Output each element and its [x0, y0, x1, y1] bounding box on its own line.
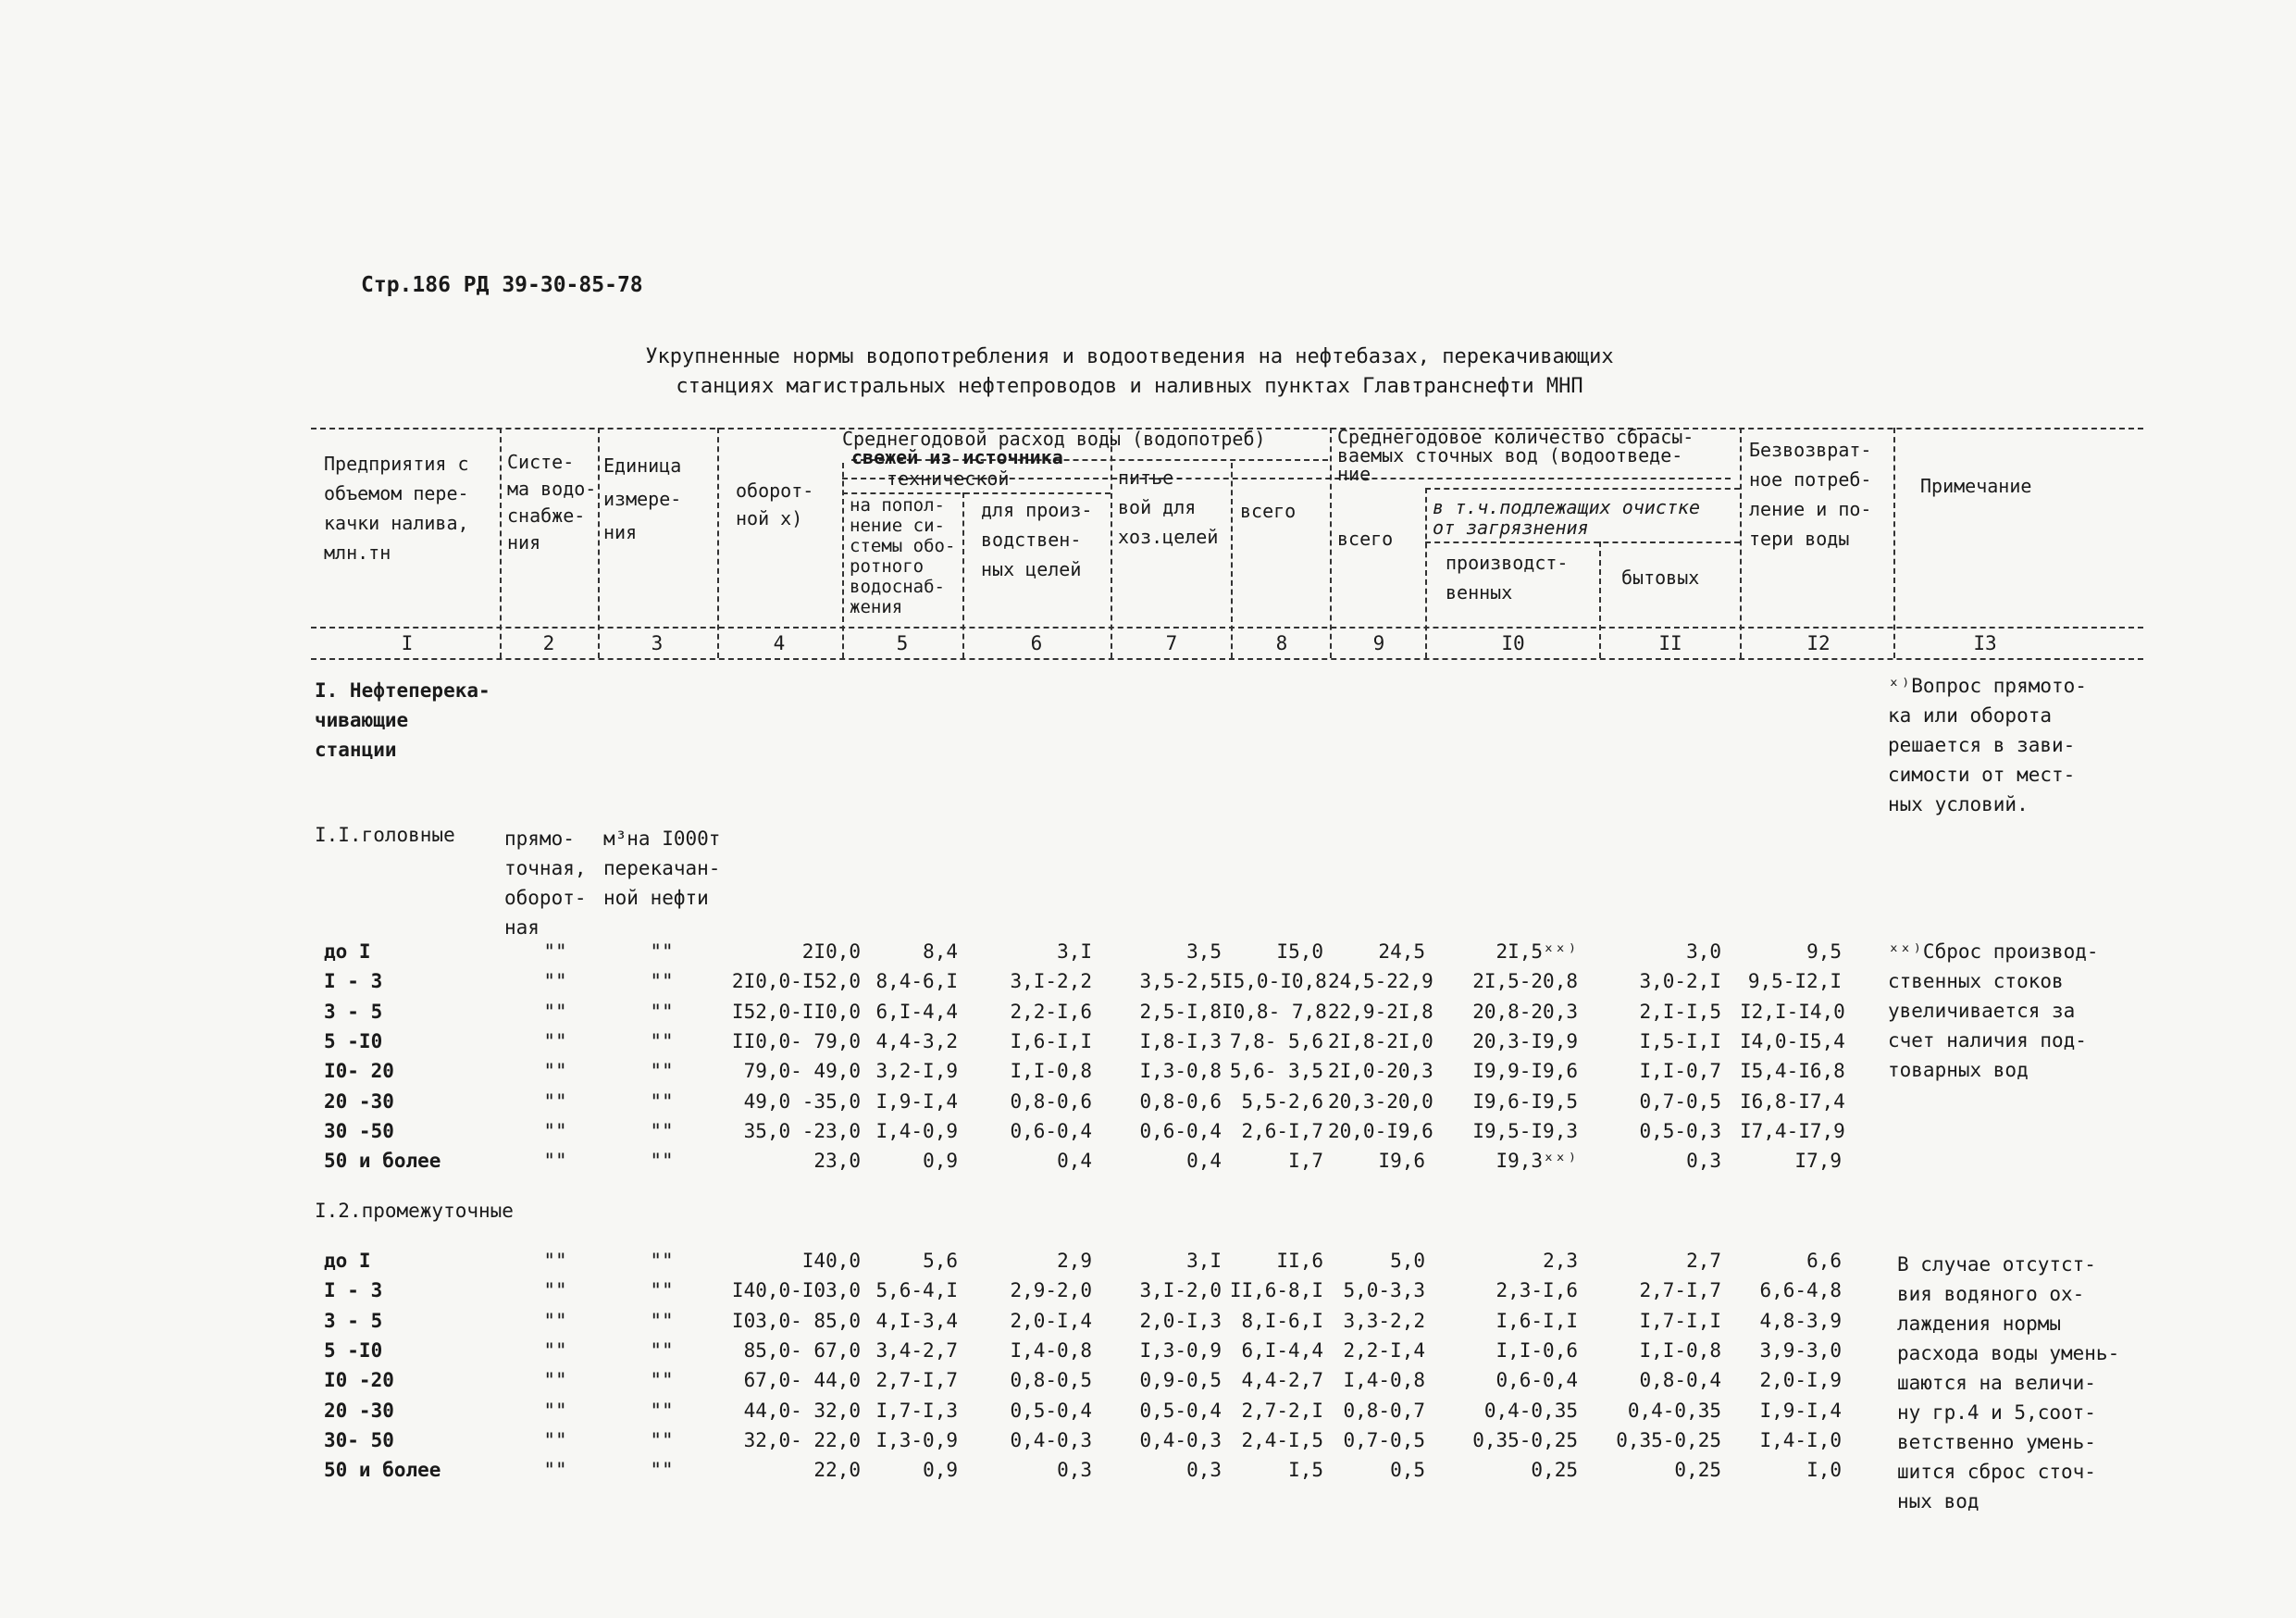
footnote-wastewater: ˣˣ⁾Сброс производ- ственных стоков увеличивается за счет наличия под- товарных вод [1888, 940, 2099, 1081]
table-cell: 0,4-0,35 [1483, 1399, 1578, 1422]
table-cell: 2I,5ˣˣ⁾ [1496, 940, 1578, 963]
table-cell: I,3-0,9 [875, 1428, 958, 1451]
ditto-mark: "" [543, 1060, 567, 1083]
subsection-intermediate-stations: I.2.промежуточные [315, 1200, 514, 1222]
ditto-mark: "" [543, 970, 567, 993]
table-cell: 0,25 [1531, 1459, 1578, 1482]
table-cell: 0,35-0,25 [1616, 1428, 1721, 1451]
header-fresh-source: свежей из источника [851, 446, 1063, 468]
column-divider [842, 463, 844, 658]
ditto-mark: "" [650, 1399, 674, 1422]
table-cell: 3,I-2,0 [1139, 1279, 1222, 1302]
table-cell: 3,I [1186, 1250, 1222, 1272]
header-total-waste: всего [1337, 528, 1394, 550]
table-cell: 8,4-6,I [875, 970, 958, 993]
table-cell: I2,I-I4,0 [1740, 1000, 1845, 1023]
row-label: 30 -50 [324, 1119, 394, 1142]
table-cell: 0,4 [1057, 1150, 1092, 1173]
ditto-mark: "" [543, 1250, 567, 1272]
table-cell: 0,5-0,4 [1010, 1399, 1092, 1422]
ditto-mark: "" [650, 940, 674, 963]
header-bottom-border [311, 627, 2143, 629]
table-cell: 5,6-4,I [875, 1279, 958, 1302]
header-drinking: питье- вой для хоз.целей [1118, 467, 1219, 548]
header-losses: Безвозврат- ное потреб- ление и по- тери воды [1749, 439, 1872, 550]
ditto-mark: "" [543, 1459, 567, 1482]
table-cell: 0,9-0,5 [1139, 1369, 1222, 1392]
table-cell: 0,6-0,4 [1010, 1119, 1092, 1142]
ditto-mark: "" [650, 1369, 674, 1392]
table-cell: 67,0- 44,0 [743, 1369, 861, 1392]
table-cell: I,3-0,9 [1139, 1338, 1222, 1362]
row-label: до I [324, 940, 371, 963]
table-cell: 2,I-I,5 [1639, 1000, 1721, 1023]
table-cell: 6,6-4,8 [1759, 1279, 1842, 1302]
table-cell: 0,4-0,3 [1010, 1428, 1092, 1451]
header-note: Примечание [1920, 475, 2032, 497]
table-cell: 4,8-3,9 [1759, 1309, 1842, 1332]
header-replenish: на попол- нение си- стемы обо- ротного водоснаб- жения [850, 495, 956, 617]
table-cell: 5,0-3,3 [1343, 1279, 1425, 1302]
table-cell: I5,0 [1276, 940, 1323, 963]
header-household: бытовых [1621, 566, 1700, 589]
row-label: I0- 20 [324, 1060, 394, 1083]
table-cell: II0,0- 79,0 [731, 1029, 861, 1052]
column-number: II [1658, 632, 1682, 654]
table-cell: 2I0,0-I52,0 [731, 970, 861, 993]
page-header: Стр.186 РД 39-30-85-78 [361, 273, 643, 297]
ditto-mark: "" [650, 1459, 674, 1482]
table-cell: I,9-I,4 [875, 1089, 958, 1113]
table-cell: II,6 [1276, 1250, 1323, 1272]
table-cell: 2,7-2,I [1241, 1399, 1323, 1422]
header-treatment-subgroup: в т.ч.подлежащих очистке от загрязнения [1433, 496, 1700, 539]
row-label: 50 и более [324, 1150, 441, 1173]
table-cell: 20,3-20,0 [1328, 1089, 1433, 1113]
header-enterprise: Предприятия с объемом пере- качки налива, млн.тн [324, 453, 469, 564]
table-cell: 3,3-2,2 [1343, 1309, 1425, 1332]
table-cell: I,5 [1288, 1459, 1323, 1482]
table-cell: 3,I [1057, 940, 1092, 963]
column-number: 7 [1165, 632, 1178, 654]
column-number: 4 [773, 632, 786, 654]
header-unit: Единица измере- ния [603, 454, 682, 543]
subsection-system: прямо- точная, оборот- ная [504, 828, 587, 939]
ditto-mark: "" [650, 1000, 674, 1023]
column-divider [598, 428, 600, 658]
table-cell: 0,8-0,6 [1010, 1089, 1092, 1113]
table-cell: 6,6 [1806, 1250, 1842, 1272]
table-cell: 4,4-2,7 [1241, 1369, 1323, 1392]
ditto-mark: "" [543, 1029, 567, 1052]
ditto-mark: "" [543, 1279, 567, 1302]
row-label: I - 3 [324, 1279, 383, 1302]
table-cell: I,6-I,I [1010, 1029, 1092, 1052]
ditto-mark: "" [650, 1150, 674, 1173]
ditto-mark: "" [543, 1309, 567, 1332]
table-cell: 2,0-I,4 [1010, 1309, 1092, 1332]
header-technical: технической [887, 467, 1010, 490]
column-number: 6 [1030, 632, 1043, 654]
table-cell: II,6-8,I [1229, 1279, 1323, 1302]
row-label: 50 и более [324, 1459, 441, 1482]
table-cell: 2,7-I,7 [1639, 1279, 1721, 1302]
table-cell: 2,9-2,0 [1010, 1279, 1092, 1302]
footnote-circulation: ˣ⁾Вопрос прямото- ка или оборота решается в зави- симости от мест- ных условий. [1888, 675, 2087, 815]
table-cell: 3,0 [1686, 940, 1721, 963]
ditto-mark: "" [543, 940, 567, 963]
subsection-unit: м³на I000т перекачан- ной нефти [603, 828, 721, 909]
header-divider [842, 492, 1111, 494]
table-cell: 2I0,0 [801, 940, 861, 963]
table-cell: I,6-I,I [1496, 1309, 1578, 1332]
table-cell: 2I,8-2I,0 [1328, 1029, 1433, 1052]
table-cell: 2,4-I,5 [1241, 1428, 1323, 1451]
table-cell: 3,5-2,5 [1139, 970, 1222, 993]
column-number: 9 [1372, 632, 1385, 654]
table-cell: I,4-0,8 [1010, 1338, 1092, 1362]
ditto-mark: "" [543, 1399, 567, 1422]
table-cell: 0,5-0,4 [1139, 1399, 1222, 1422]
table-title-line-2: станциях магистральных нефтепроводов и наливных пунктах Главтранснефти МНП [676, 375, 1583, 398]
table-cell: 0,4-0,35 [1627, 1399, 1721, 1422]
table-cell: 4,4-3,2 [875, 1029, 958, 1052]
table-cell: 5,6- 3,5 [1229, 1060, 1323, 1083]
table-cell: 2,5-I,8 [1139, 1000, 1222, 1023]
column-number: I0 [1501, 632, 1525, 654]
ditto-mark: "" [543, 1369, 567, 1392]
table-cell: 24,5-22,9 [1328, 970, 1433, 993]
column-number: I [401, 632, 414, 654]
header-production-waste: производст- венных [1446, 552, 1569, 604]
header-circulating: оборот- ной х) [736, 479, 814, 529]
row-label: I0 -20 [324, 1369, 394, 1392]
table-cell: 2,3 [1543, 1250, 1578, 1272]
ditto-mark: "" [650, 1060, 674, 1083]
table-cell: I,I-0,7 [1639, 1060, 1721, 1083]
table-cell: 32,0- 22,0 [743, 1428, 861, 1451]
table-cell: 0,4 [1186, 1150, 1222, 1173]
table-cell: I9,6-I9,5 [1472, 1089, 1578, 1113]
table-cell: 0,7-0,5 [1343, 1428, 1425, 1451]
subsection-head-stations: I.I.головные [315, 824, 455, 846]
table-cell: 23,0 [813, 1150, 861, 1173]
table-cell: 9,5-I2,I [1747, 970, 1842, 993]
ditto-mark: "" [650, 970, 674, 993]
table-cell: I,I-0,6 [1496, 1338, 1578, 1362]
section-title: I. Нефтеперека- чивающие станции [315, 679, 490, 761]
table-cell: 6,I-4,4 [875, 1000, 958, 1023]
table-cell: 0,5-0,3 [1639, 1119, 1721, 1142]
ditto-mark: "" [650, 1309, 674, 1332]
ditto-mark: "" [650, 1428, 674, 1451]
ditto-mark: "" [650, 1250, 674, 1272]
table-cell: 22,0 [813, 1459, 861, 1482]
row-label: 20 -30 [324, 1399, 394, 1422]
table-cell: 2I,5-20,8 [1472, 970, 1578, 993]
table-cell: 9,5 [1806, 940, 1842, 963]
row-label: 5 -I0 [324, 1338, 383, 1362]
table-cell: 79,0- 49,0 [743, 1060, 861, 1083]
table-cell: 0,3 [1186, 1459, 1222, 1482]
table-cell: I9,9-I9,6 [1472, 1060, 1578, 1083]
column-divider [1893, 428, 1895, 658]
header-divider [1425, 541, 1740, 543]
table-cell: I,9-I,4 [1759, 1399, 1842, 1422]
column-divider [1425, 488, 1427, 658]
table-cell: I9,3ˣˣ⁾ [1496, 1150, 1578, 1173]
table-cell: I7,4-I7,9 [1740, 1119, 1845, 1142]
row-label: 30- 50 [324, 1428, 394, 1451]
header-waste-group: Среднегодовое количество сбрасы- ваемых сточных вод (водоотведе- ние [1337, 426, 1694, 485]
table-cell: 6,I-4,4 [1241, 1338, 1323, 1362]
table-cell: 20,8-20,3 [1472, 1000, 1578, 1023]
column-divider [1599, 541, 1601, 658]
table-cell: 8,4 [923, 940, 958, 963]
table-cell: I,I-0,8 [1010, 1060, 1092, 1083]
column-divider [717, 428, 719, 658]
table-cell: I4,0-I5,4 [1740, 1029, 1845, 1052]
row-label: 20 -30 [324, 1089, 394, 1113]
ditto-mark: "" [650, 1279, 674, 1302]
ditto-mark: "" [650, 1338, 674, 1362]
table-cell: 5,0 [1390, 1250, 1425, 1272]
header-fresh-group: Среднегодовой расход воды (водопотреб) [842, 428, 1266, 450]
table-cell: I40,0-I03,0 [731, 1279, 861, 1302]
column-number: 8 [1275, 632, 1288, 654]
table-cell: 2I,0-20,3 [1328, 1060, 1433, 1083]
ditto-mark: "" [543, 1150, 567, 1173]
table-cell: 0,3 [1686, 1150, 1721, 1173]
table-cell: 2,7-I,7 [875, 1369, 958, 1392]
table-cell: 3,9-3,0 [1759, 1338, 1842, 1362]
table-cell: 0,6-0,4 [1139, 1119, 1222, 1142]
table-cell: I9,5-I9,3 [1472, 1119, 1578, 1142]
ditto-mark: "" [650, 1089, 674, 1113]
column-number: I3 [1973, 632, 1997, 654]
table-cell: I7,9 [1794, 1150, 1842, 1173]
ditto-mark: "" [543, 1119, 567, 1142]
table-cell: 2,6-I,7 [1241, 1119, 1323, 1142]
table-cell: 0,35-0,25 [1472, 1428, 1578, 1451]
table-cell: I,0 [1806, 1459, 1842, 1482]
table-cell: 3,5 [1186, 940, 1222, 963]
column-divider [1111, 428, 1112, 658]
header-divider [1425, 488, 1740, 490]
table-cell: I9,6 [1378, 1150, 1425, 1173]
table-cell: I,7-I,I [1639, 1309, 1721, 1332]
numbers-bottom-border [311, 658, 2143, 660]
table-cell: 3,2-I,9 [875, 1060, 958, 1083]
table-cell: 20,0-I9,6 [1328, 1119, 1433, 1142]
table-cell: I,3-0,8 [1139, 1060, 1222, 1083]
row-label: 3 - 5 [324, 1309, 383, 1332]
header-system: Систе- ма водо- снабже- ния [507, 451, 597, 554]
table-cell: 2,7 [1686, 1250, 1721, 1272]
table-cell: 44,0- 32,0 [743, 1399, 861, 1422]
table-title-line-1: Укрупненные нормы водопотребления и водоотведения на нефтебазах, перекачивающих [645, 345, 1614, 368]
column-number: 2 [542, 632, 555, 654]
ditto-mark: "" [543, 1338, 567, 1362]
table-cell: 2,2-I,4 [1343, 1338, 1425, 1362]
table-cell: 3,4-2,7 [875, 1338, 958, 1362]
header-production-use: для произ- водствен- ных целей [981, 499, 1093, 580]
table-cell: 0,8-0,7 [1343, 1399, 1425, 1422]
table-cell: I,8-I,3 [1139, 1029, 1222, 1052]
table-cell: I,5-I,I [1639, 1029, 1721, 1052]
table-cell: 0,4-0,3 [1139, 1428, 1222, 1451]
table-cell: 0,25 [1674, 1459, 1721, 1482]
ditto-mark: "" [543, 1428, 567, 1451]
table-cell: I,4-0,9 [875, 1119, 958, 1142]
table-cell: I52,0-II0,0 [731, 1000, 861, 1023]
table-cell: I03,0- 85,0 [731, 1309, 861, 1332]
table-cell: 0,9 [923, 1150, 958, 1173]
table-cell: I5,4-I6,8 [1740, 1060, 1845, 1083]
column-divider [962, 492, 964, 658]
table-cell: 0,6-0,4 [1496, 1369, 1578, 1392]
table-cell: 3,I-2,2 [1010, 970, 1092, 993]
table-cell: I,4-0,8 [1343, 1369, 1425, 1392]
table-cell: 5,6 [923, 1250, 958, 1272]
row-label: до I [324, 1250, 371, 1272]
table-cell: 20,3-I9,9 [1472, 1029, 1578, 1052]
ditto-mark: "" [543, 1089, 567, 1113]
table-cell: 0,8-0,4 [1639, 1369, 1721, 1392]
table-cell: 24,5 [1378, 940, 1425, 963]
column-number: 3 [651, 632, 664, 654]
table-cell: 35,0 -23,0 [743, 1119, 861, 1142]
table-cell: I6,8-I7,4 [1740, 1089, 1845, 1113]
table-cell: 2,3-I,6 [1496, 1279, 1578, 1302]
table-cell: 0,8-0,5 [1010, 1369, 1092, 1392]
row-label: 3 - 5 [324, 1000, 383, 1023]
header-total-fresh: всего [1240, 500, 1297, 522]
table-cell: 7,8- 5,6 [1229, 1029, 1323, 1052]
table-cell: I,I-0,8 [1639, 1338, 1721, 1362]
table-cell: 4,I-3,4 [875, 1309, 958, 1332]
ditto-mark: "" [650, 1029, 674, 1052]
table-cell: I,4-I,0 [1759, 1428, 1842, 1451]
table-cell: 0,7-0,5 [1639, 1089, 1721, 1113]
table-cell: I,7 [1288, 1150, 1323, 1173]
table-cell: 49,0 -35,0 [743, 1089, 861, 1113]
column-divider [1740, 428, 1742, 658]
column-divider [1330, 428, 1332, 658]
column-divider [500, 428, 502, 658]
table-cell: 0,5 [1390, 1459, 1425, 1482]
table-cell: 0,9 [923, 1459, 958, 1482]
table-cell: 3,0-2,I [1639, 970, 1721, 993]
table-cell: I,7-I,3 [875, 1399, 958, 1422]
ditto-mark: "" [650, 1119, 674, 1142]
ditto-mark: "" [543, 1000, 567, 1023]
table-cell: I40,0 [801, 1250, 861, 1272]
table-cell: 85,0- 67,0 [743, 1338, 861, 1362]
table-cell: 8,I-6,I [1241, 1309, 1323, 1332]
note-cooling: В случае отсутст- вия водяного ох- лаждения нормы расхода воды умень- шаются на величи- ну гр.4 и 5,соот- ветственно умень- шится сброс сточ- ных вод [1897, 1253, 2120, 1512]
table-cell: 0,8-0,6 [1139, 1089, 1222, 1113]
table-cell: I0,8- 7,8 [1222, 1000, 1327, 1023]
table-cell: 0,3 [1057, 1459, 1092, 1482]
table-cell: 22,9-2I,8 [1328, 1000, 1433, 1023]
table-cell: 5,5-2,6 [1241, 1089, 1323, 1113]
column-number: I2 [1806, 632, 1831, 654]
table-cell: 2,9 [1057, 1250, 1092, 1272]
table-cell: 2,0-I,3 [1139, 1309, 1222, 1332]
column-number: 5 [896, 632, 909, 654]
table-cell: 2,0-I,9 [1759, 1369, 1842, 1392]
table-cell: I5,0-I0,8 [1222, 970, 1327, 993]
row-label: 5 -I0 [324, 1029, 383, 1052]
column-divider [1231, 463, 1233, 658]
row-label: I - 3 [324, 970, 383, 993]
table-cell: 2,2-I,6 [1010, 1000, 1092, 1023]
